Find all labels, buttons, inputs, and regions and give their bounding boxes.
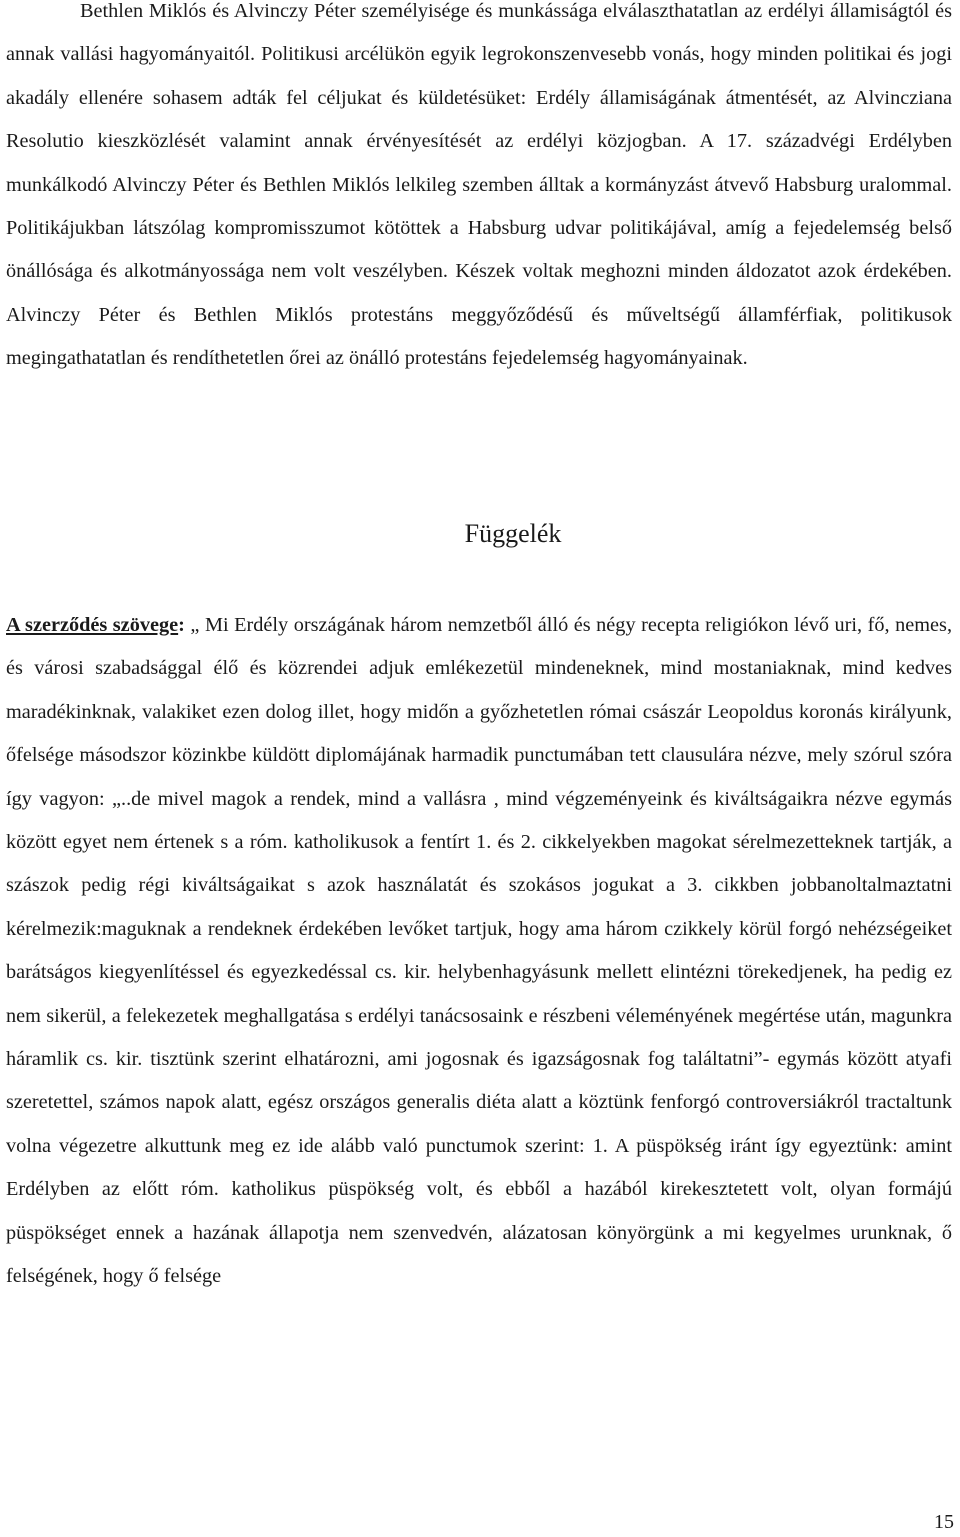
treaty-lead <box>6 614 185 636</box>
page-number: 15 <box>934 1511 954 1533</box>
appendix-heading: Függelék <box>464 519 562 548</box>
treaty-paragraph <box>6 604 952 1299</box>
treaty-lead-colon: : <box>178 614 185 636</box>
intro-paragraph: Bethlen Miklós és Alvinczy Péter személyisége és munkássága elválaszthatatlan az erdélyi államiságtól és annak vallási hagyományaitól. Politikusi arcélükön egyik legrokonszenvesebb vonás, hogy minden politikai és jogi akadály ellenére sohasem adták fel céljukat és küldetésüket: Erdély államiságának átmentését, az Alvincziana Resolutio kieszközlését valamint annak érvényesítését az erdélyi közjogban. A 17. századvégi Erdélyben munkálkodó Alvinczy Péter és Bethlen Miklós lelkileg szemben álltak a kormányzást átvevő Habsburg uralommal. Politikájukban látszólag kompromisszumot kötöttek a Habsburg udvar politikájával, amíg a fejedelemség belső önállósága és alkotmányossága nem volt veszélyben. Készek voltak meghozni minden áldozatot azok érdekében. Alvinczy Péter és Bethlen Miklós protestáns meggyőződésű és műveltségű államférfiak, politikusok megingathatatlan és rendíthetetlen őrei az önálló protestáns fejedelemség hagyományainak. <box>6 0 952 370</box>
treaty-text: „ Mi Erdély országának három nemzetből álló és négy recepta religiókon lévő uri, fő, nemes, és városi szabadsággal élő és közrendei adjuk emlékezetül mindeneknek, mind mostaniaknak, mind kedves maradékinknak, valakiket ezen dolog illet, hogy midőn a győzhetetlen római császár Leopoldus koronás királyunk, őfelsége másodszor közinkbe küldött diplomájának harmadik punctumában tett clausulára nézve, mely szórul szóra így vagyon: „..de mivel magok a rendek, mind a vallásra , mind végzeményeink és kiváltságaikra nézve egymás között egyet nem értenek s a róm. katholikusok a fentírt 1. és 2. cikkelyekben magokat sérelmezetteknek tartják, a szászok pedig régi kiváltságaikat s azok használatát és szokásos jogukat a 3. cikkben jobbanoltalmaztatni kérelmezik:maguknak a rendeknek érdekében levőket tartjuk, hogy ama három czikkely körül forgó nehézségeiket barátságos kiegyenlítéssel és egyezkedéssal cs. kir. helybenhagyásunk mellett elintézni törekedjenek, ha pedig ez nem sikerül, a felekezetek meghallgatása s erdélyi tanácsosaink e részbeni véleményének megértése után, magunkra háramlik cs. kir. tisztünk szerint elhatározni, ami jogosnak és igazságosnak fog találtatni”- egymás között atyafi szeretettel, számos napok alatt, egész országos generalis diéta alatt a köztünk fenforgó controversiákról tractaltunk volna végezetre alkuttunk meg ez ide alább való punctumok szerint: 1. A püspökség iránt így egyeztünk: amint Erdélyben az előtt róm. katholikus püspökség volt, és ebből a hazából kirekesztetett volt, olyan formájú püspökséget ennek a hazának állapotja nem szenvedvén, alázatosan könyörgünk a mi kegyelmes urunknak, ő felségének, hogy ő felsége <box>6 614 953 1288</box>
treaty-lead-label: A szerződés szövege <box>6 614 179 636</box>
